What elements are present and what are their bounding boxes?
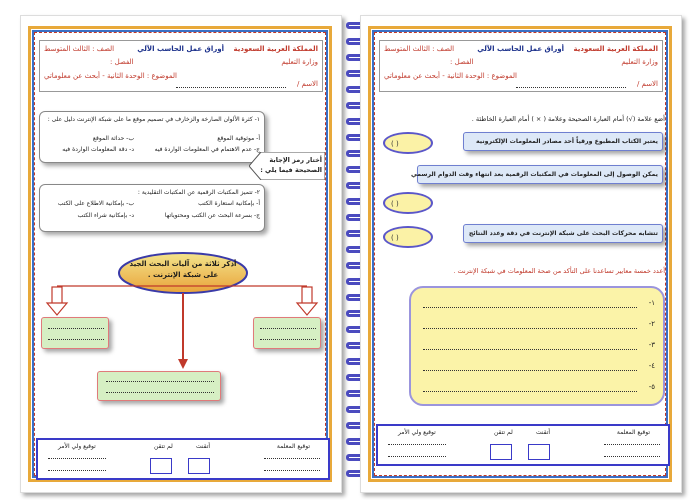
hint-arrow-box (249, 152, 325, 180)
header-ministry: وزارة التعليم (281, 58, 318, 66)
answer-box-center[interactable] (97, 371, 221, 401)
tf-statement-1-text: يعتبر الكتاب المطبوع ورقياً أحد مصادر المعلومات الإلكترونية (476, 138, 658, 145)
header-grade: الصف : الثالث المتوسط (44, 45, 115, 53)
header-grade: الصف : الثالث المتوسط (384, 45, 455, 53)
header-name-label: الاسم / (296, 80, 318, 88)
header-country: المملكة العربية السعودية (233, 45, 318, 53)
mechanisms-ellipse-text: أذكر ثلاثة من آليات البحث الجيد على شبكة الإنترنت . (129, 260, 237, 279)
header-worksheet-title: أوراق عمل الحاسب الآلي (137, 45, 224, 53)
parent-sig-line (388, 456, 446, 457)
teacher-sig-line (264, 458, 320, 459)
criteria-title: أعدد خمسة معايير تساعدنا على التأكد من صحة المعلومات في شبكة الإنترنت . (453, 267, 665, 275)
header-ministry: وزارة التعليم (621, 58, 658, 66)
footer-achieved: أتقنت (536, 429, 551, 436)
parent-sig-line (48, 470, 106, 471)
left-footer (36, 438, 330, 480)
header-semester: الفصل : (110, 58, 134, 66)
teacher-sig-line (604, 444, 660, 445)
answer-box-right[interactable] (253, 317, 321, 349)
footer-teacher-sig: توقيع المعلمة (276, 443, 310, 450)
tf-bracket-3[interactable] (383, 226, 433, 248)
q2-option-d: د- بإمكانية شراء الكتب (77, 212, 134, 219)
q2-option-c: ج- بسرعة البحث عن الكتب ومحتوياتها (164, 212, 260, 219)
tf-statement-1 (463, 132, 663, 151)
q1-box (39, 111, 265, 163)
criteria-number-2: -٢ (648, 320, 655, 328)
q1-option-c: ج- عدم الاهتمام في المعلومات الواردة فيه (154, 146, 260, 153)
footer-not-achieved: لم تتقن (494, 429, 513, 436)
arrow-left-icon (47, 287, 67, 315)
answer-line (106, 392, 214, 393)
left-page (20, 15, 342, 493)
q2-option-b: ب- بإمكانية الاطلاع على الكتب (57, 200, 134, 207)
tf-instruction: أضع علامة (√) أمام العبارة الصحيحة وعلامة ( × ) أمام العبارة الخاطئة . (471, 115, 665, 123)
header-worksheet-title: أوراق عمل الحاسب الآلي (477, 45, 564, 53)
tf-bracket-1[interactable] (383, 132, 433, 154)
not-achieved-checkbox[interactable] (150, 458, 172, 474)
criteria-line-2[interactable] (423, 328, 637, 329)
header-topic: الموضوع : الوحدة الثانية - أبحث عن معلوماتي (384, 72, 517, 80)
criteria-line-1[interactable] (423, 307, 637, 308)
criteria-line-4[interactable] (423, 370, 637, 371)
q2-option-a: أ- بإمكانية استعارة الكتب (198, 200, 260, 207)
footer-teacher-sig: توقيع المعلمة (616, 429, 650, 436)
left-header (39, 40, 323, 92)
criteria-number-3: -٣ (648, 341, 655, 349)
right-header (379, 40, 663, 92)
tf-bracket-text: ( ) (391, 140, 399, 148)
q1-option-d: د- دقة المعلومات الواردة فيه (62, 146, 134, 153)
footer-parent-sig: توقيع ولي الأمر (58, 443, 96, 450)
not-achieved-checkbox[interactable] (490, 444, 512, 460)
arrow-right-icon (297, 287, 317, 315)
answer-line (260, 339, 316, 340)
criteria-line-5[interactable] (423, 391, 637, 392)
tf-statement-2-text: يمكن الوصول إلى المعلومات في المكتبات الرقمية بعد انتهاء وقت الدوام الرسمي (410, 171, 658, 178)
right-page-inner-frame (374, 32, 666, 476)
arrow-center-icon (178, 359, 188, 369)
criteria-box (409, 286, 665, 406)
header-semester: الفصل : (450, 58, 474, 66)
answer-line (260, 328, 316, 329)
criteria-number-4: -٤ (648, 362, 655, 370)
parent-sig-line (48, 458, 106, 459)
header-name-line (516, 87, 626, 88)
header-topic: الموضوع : الوحدة الثانية - أبحث عن معلوماتي (44, 72, 177, 80)
tf-statement-2 (410, 165, 663, 184)
q1-option-a: أ- موثوقية الموقع (217, 135, 260, 142)
answer-line (106, 381, 214, 382)
tf-bracket-text: ( ) (391, 200, 399, 208)
footer-achieved: أتقنت (196, 443, 211, 450)
tf-bracket-2[interactable] (383, 192, 433, 214)
tf-statement-3 (463, 224, 663, 243)
right-page (360, 15, 682, 493)
footer-not-achieved: لم تتقن (154, 443, 173, 450)
header-country: المملكة العربية السعودية (573, 45, 658, 53)
footer-parent-sig: توقيع ولي الأمر (398, 429, 436, 436)
tf-bracket-text: ( ) (391, 234, 399, 242)
q2-box (39, 184, 265, 232)
tf-statement-3-text: تتشابه محركات البحث على شبكة الإنترنت في دقة وعدد النتائج (468, 230, 658, 237)
answer-line (48, 328, 104, 329)
hint-text: أختار رمز الإجابة الصحيحة فيما يلي : (260, 156, 322, 174)
criteria-line-3[interactable] (423, 349, 637, 350)
q1-title: ١- كثرة الألوان الصارخة والزخارف في تصميم موقع ما على شبكة الإنترنت دليل على : (47, 116, 260, 123)
parent-sig-line (388, 444, 446, 445)
achieved-checkbox[interactable] (528, 444, 550, 460)
answer-box-left[interactable] (41, 317, 109, 349)
teacher-sig-line (604, 456, 660, 457)
criteria-number-5: -٥ (648, 383, 655, 391)
right-footer (376, 424, 670, 466)
header-name-label: الاسم / (636, 80, 658, 88)
achieved-checkbox[interactable] (188, 458, 210, 474)
q2-title: ٢- تتميز المكتبات الرقمية عن المكتبات التقليدية : (137, 189, 260, 196)
header-name-line (176, 87, 286, 88)
criteria-number-1: -١ (648, 299, 655, 307)
teacher-sig-line (264, 470, 320, 471)
q1-option-b: ب- حداثة الموقع (92, 135, 134, 142)
answer-line (48, 339, 104, 340)
